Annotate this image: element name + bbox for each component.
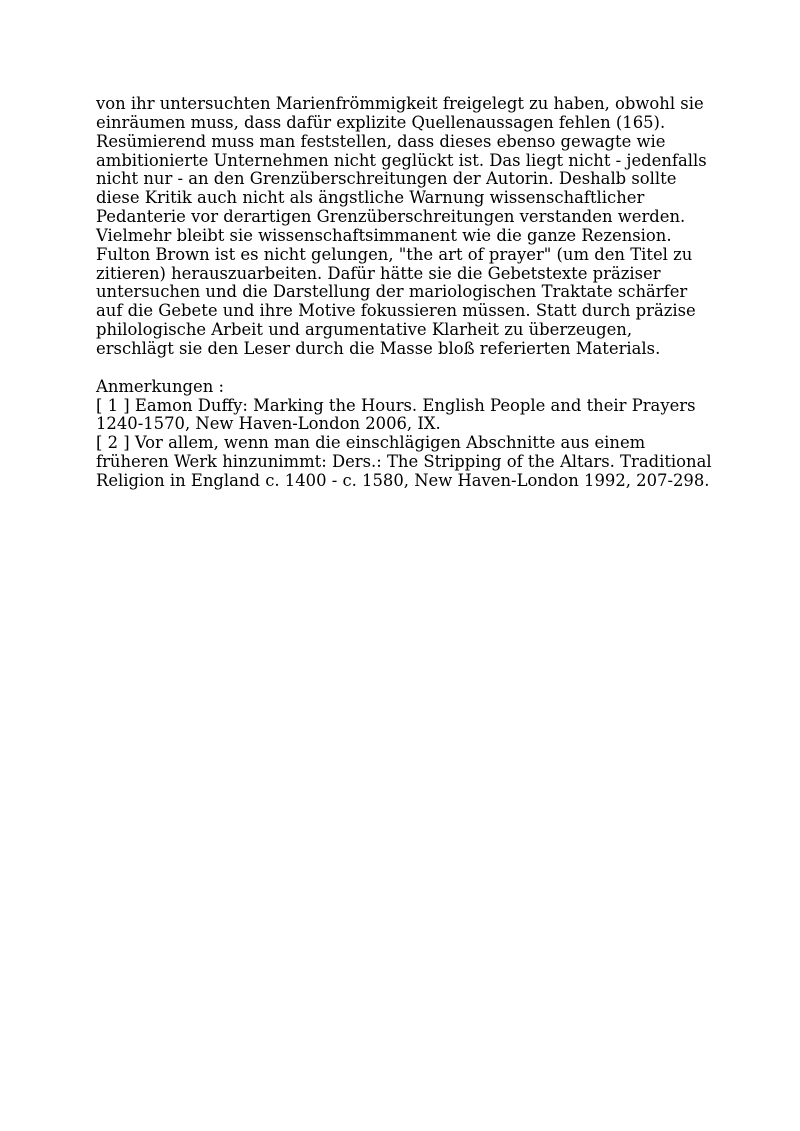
body-line: nicht nur - an den Grenzüberschreitungen der Autorin. Deshalb sollte (96, 169, 677, 189)
footnote-line: [ 2 ] Vor allem, wenn man die einschlägigen Abschnitte aus einem (96, 433, 646, 453)
footnote-line: früheren Werk hinzunimmt: Ders.: The Stripping of the Altars. Traditional (96, 452, 712, 472)
body-line: Vielmehr bleibt sie wissenschaftsimmanent wie die ganze Rezension. (96, 225, 672, 245)
body-line: ambitionierte Unternehmen nicht geglückt ist. Das liegt nicht - jedenfalls (96, 150, 707, 170)
footnote-line: 1240-1570, New Haven-London 2006, IX. (96, 414, 441, 434)
body-line: auf die Gebete und ihre Motive fokussieren müssen. Statt durch präzise (96, 301, 696, 321)
body-line: erschlägt sie den Leser durch die Masse bloß referierten Materials. (96, 338, 661, 358)
paragraph-gap (96, 359, 716, 378)
body-line: zitieren) herauszuarbeiten. Dafür hätte sie die Gebetstexte präziser (96, 263, 661, 283)
footnote-line: [ 1 ] Eamon Duffy: Marking the Hours. English People and their Prayers (96, 395, 696, 415)
notes-section (96, 378, 716, 491)
body-line: einräumen muss, dass dafür explizite Quellenaussagen fehlen (165). (96, 112, 666, 132)
body-line: philologische Arbeit und argumentative Klarheit zu überzeugen, (96, 320, 633, 340)
body-line: Fulton Brown ist es nicht gelungen, "the art of prayer" (um den Titel zu (96, 244, 693, 264)
document-page (96, 95, 716, 491)
body-line: diese Kritik auch nicht als ängstliche Warnung wissenschaftlicher (96, 188, 645, 208)
body-line: Resümierend muss man feststellen, dass dieses ebenso gewagte wie (96, 131, 666, 151)
body-paragraph (96, 95, 716, 359)
notes-heading: Anmerkungen : (96, 376, 224, 396)
footnote-line: Religion in England c. 1400 - c. 1580, New Haven-London 1992, 207-298. (96, 470, 710, 490)
body-line: von ihr untersuchten Marienfrömmigkeit freigelegt zu haben, obwohl sie (96, 94, 704, 113)
body-line: Pedanterie vor derartigen Grenzüberschreitungen verstanden werden. (96, 207, 686, 227)
body-line: untersuchen und die Darstellung der mariologischen Traktate schärfer (96, 282, 688, 302)
